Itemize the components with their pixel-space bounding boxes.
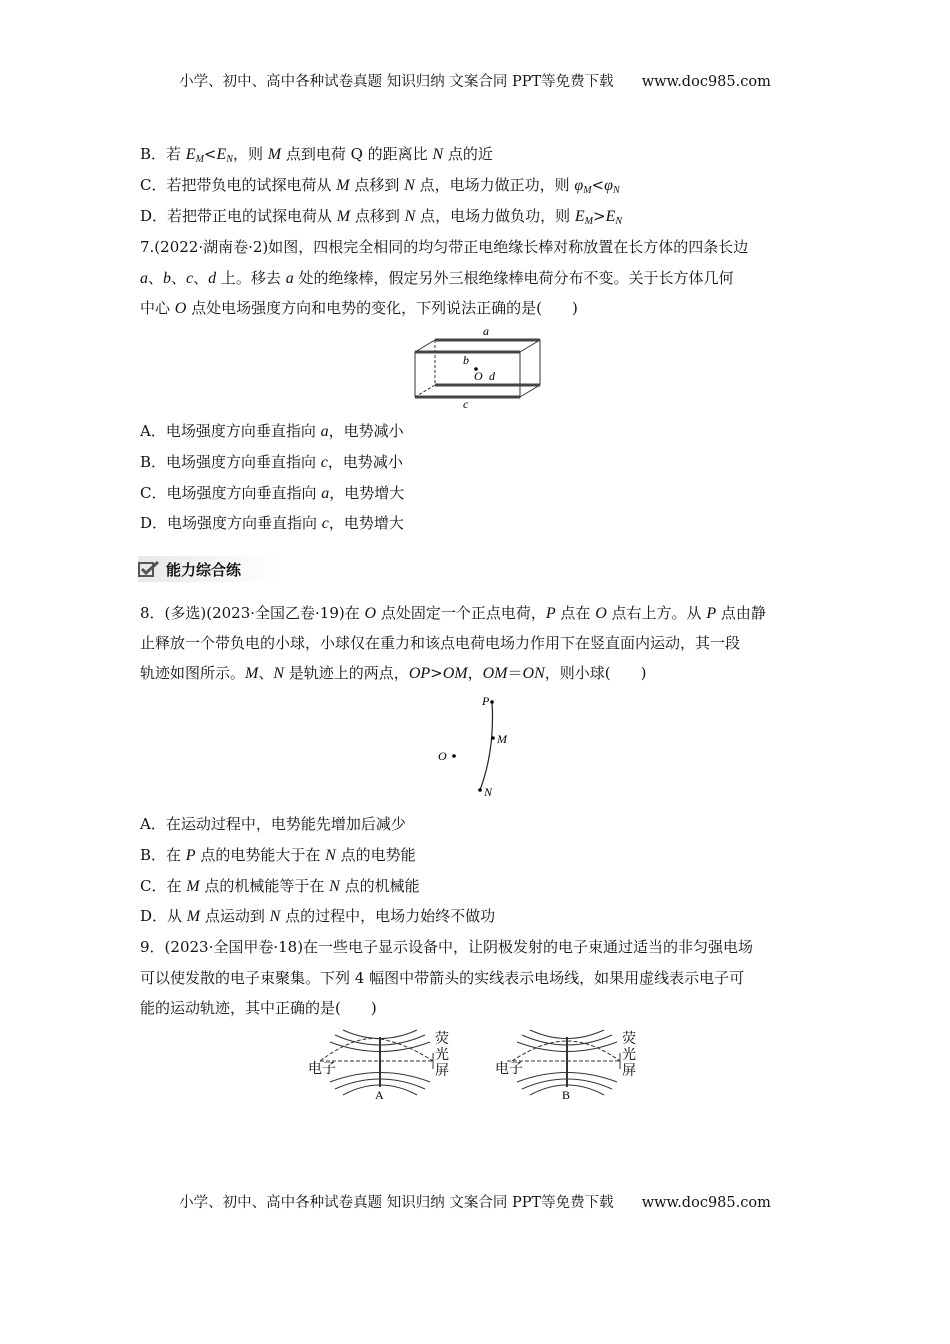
text-segment: 、 <box>171 269 187 287</box>
text-segment: 中心 <box>140 299 175 317</box>
math-symbol: M <box>186 908 201 925</box>
text-line <box>140 632 740 653</box>
caption-a: A <box>375 1088 384 1102</box>
math-symbol: P <box>545 605 556 622</box>
text-segment: 点的机械能等于在 <box>199 877 330 895</box>
text-segment: < <box>203 145 217 163</box>
text-segment: 点运动到 <box>200 907 270 925</box>
math-symbol: OP <box>408 665 431 682</box>
math-subscript: N <box>615 216 623 227</box>
text-line <box>140 297 578 318</box>
page-footer <box>0 1191 950 1212</box>
text-segment: C．电场强度方向垂直指向 <box>140 484 322 502</box>
text-segment: B．若 <box>140 145 186 163</box>
text-segment: ， <box>467 664 483 682</box>
math-symbol: M <box>267 146 282 163</box>
text-segment: 是轨迹上的两点， <box>284 664 409 682</box>
field-figure-b <box>492 1025 642 1103</box>
text-segment: 7.(2022·湖南卷·2)如图，四根完全相同的均匀带正电绝缘长棒对称放置在长方体的四条长边 <box>140 238 749 256</box>
text-segment: C．若把带负电的试探电荷从 <box>140 176 337 194</box>
math-symbol: a <box>320 423 329 440</box>
screen-label: 屏 <box>622 1064 636 1079</box>
math-symbol: E <box>605 208 616 225</box>
text-segment: 9．(2023·全国甲卷·18)在一些电子显示设备中，让阴极发射的电子束通过适当的非匀强电场 <box>140 938 754 956</box>
math-symbol: a <box>140 270 148 287</box>
text-segment: 8．(多选)(2023·全国乙卷·19)在 <box>140 604 365 622</box>
math-symbol: N <box>404 177 415 194</box>
text-line <box>140 875 420 896</box>
text-segment: 点的电势能大于在 <box>195 846 326 864</box>
text-segment: 点处电场强度方向和电势的变化，下列说法正确的是( ) <box>186 299 578 317</box>
text-segment: 点的近 <box>443 145 493 163</box>
label-M: M <box>497 732 507 746</box>
math-symbol: a <box>321 485 330 502</box>
footer-url[interactable]: www.doc985.com <box>641 1195 771 1211</box>
trajectory-figure <box>430 690 530 802</box>
math-symbol: N <box>432 146 444 163</box>
screen-label: 光 <box>622 1048 636 1063</box>
text-segment: 点右上方。从 <box>606 604 707 622</box>
math-symbol: c <box>321 515 329 532</box>
cuboid-figure <box>405 322 550 412</box>
text-segment: > <box>430 664 443 682</box>
text-line <box>140 813 406 834</box>
math-symbol: N <box>273 665 285 682</box>
math-symbol: M <box>186 878 200 895</box>
text-line <box>140 420 404 441</box>
math-symbol: ON <box>522 665 545 682</box>
text-line <box>140 174 620 196</box>
electron-label: 电子 <box>308 1062 336 1077</box>
electron-label: 电子 <box>495 1062 523 1077</box>
text-line <box>140 997 377 1018</box>
text-segment: 轨迹如图所示。 <box>140 664 246 682</box>
header-url[interactable]: www.doc985.com <box>641 74 771 90</box>
math-symbol: φ <box>574 177 584 194</box>
text-segment: 点的电势能 <box>335 846 416 864</box>
caption-b: B <box>562 1088 571 1102</box>
screen-label: 荧 <box>435 1032 449 1047</box>
text-segment: 点在 <box>555 604 596 622</box>
math-symbol: M <box>336 177 350 194</box>
math-symbol: P <box>185 847 196 864</box>
text-segment: 点到电荷 Q 的距离比 <box>281 145 433 163</box>
text-segment: 可以使发散的电子束聚集。下列 4 幅图中带箭头的实线表示电场线，如果用虚线表示电子可 <box>140 969 745 987</box>
screen-label: 荧 <box>622 1032 636 1047</box>
math-symbol: O <box>364 605 377 622</box>
header-text: 小学、初中、高中各种试卷真题 知识归纳 文案合同 PPT等免费下载 <box>179 74 614 90</box>
text-line <box>140 267 733 288</box>
label-c: c <box>463 397 469 411</box>
text-segment: ，则小球( ) <box>544 664 647 682</box>
math-symbol: M <box>336 208 351 225</box>
math-symbol: P <box>706 605 717 622</box>
text-segment: 、 <box>193 269 209 287</box>
label-O: O <box>438 749 447 763</box>
math-symbol: N <box>329 878 340 895</box>
text-segment: D．从 <box>140 907 187 925</box>
field-figure-a <box>305 1025 455 1103</box>
section-heading <box>138 556 278 582</box>
checkmark-icon <box>138 560 160 578</box>
math-symbol: c <box>320 454 328 471</box>
math-subscript: M <box>583 185 592 196</box>
text-segment: ，则 <box>232 145 268 163</box>
text-segment: < <box>591 176 605 194</box>
math-symbol: M <box>245 665 259 682</box>
math-symbol: O <box>174 300 187 317</box>
text-segment: > <box>593 207 606 225</box>
text-line <box>140 205 622 227</box>
text-segment: D．电场强度方向垂直指向 <box>140 514 322 532</box>
math-symbol: N <box>325 847 336 864</box>
math-symbol: OM <box>442 665 468 682</box>
label-O: O <box>474 369 483 383</box>
text-segment: 处的绝缘棒，假定另外三根绝缘棒电荷分布不变。关于长方体几何 <box>293 269 734 287</box>
label-b: b <box>463 353 469 367</box>
text-segment: 能的运动轨迹，其中正确的是( ) <box>140 999 377 1017</box>
text-segment: A．电场强度方向垂直指向 <box>140 422 321 440</box>
text-segment: ，电势减小 <box>328 422 404 440</box>
math-subscript: M <box>195 154 204 165</box>
math-subscript: N <box>612 185 620 196</box>
screen-label: 光 <box>435 1048 449 1063</box>
math-symbol: c <box>186 270 194 287</box>
text-segment: ，电势增大 <box>328 514 404 532</box>
text-segment: 止释放一个带负电的小球，小球仅在重力和该点电荷电场力作用下在竖直面内运动，其一段 <box>140 634 741 652</box>
math-symbol: E <box>216 146 227 163</box>
math-symbol: b <box>163 270 172 287</box>
math-symbol: E <box>574 208 585 225</box>
text-segment: 、 <box>258 664 274 682</box>
math-subscript: M <box>584 216 594 227</box>
text-segment: 上。移去 <box>216 269 286 287</box>
text-segment: 点处固定一个正点电荷， <box>376 604 546 622</box>
text-segment: 点移到 <box>349 176 405 194</box>
text-segment: 点，电场力做负功，则 <box>415 207 575 225</box>
text-segment: ＝ <box>507 664 523 682</box>
math-symbol: O <box>595 605 607 622</box>
text-segment: 点移到 <box>350 207 405 225</box>
label-d: d <box>489 369 495 383</box>
math-symbol: N <box>269 908 281 925</box>
section-heading-title: 能力综合练 <box>166 560 242 579</box>
math-symbol: E <box>185 146 196 163</box>
text-segment: B．在 <box>140 846 186 864</box>
text-segment: A．在运动过程中，电势能先增加后减少 <box>140 815 406 833</box>
text-segment: 点，电场力做正功，则 <box>414 176 575 194</box>
text-line <box>140 936 753 957</box>
text-segment: 点的过程中，电场力始终不做功 <box>280 907 496 925</box>
math-symbol: OM <box>482 665 508 682</box>
math-symbol: a <box>285 270 294 287</box>
text-segment: B．电场强度方向垂直指向 <box>140 453 321 471</box>
text-segment: ，电势减小 <box>327 453 403 471</box>
page-header <box>0 70 950 91</box>
text-segment: D．若把带正电的试探电荷从 <box>140 207 337 225</box>
text-line <box>140 451 403 472</box>
label-P: P <box>482 694 490 708</box>
math-symbol: N <box>404 208 416 225</box>
text-segment: 点的机械能 <box>339 877 420 895</box>
math-symbol: d <box>208 270 217 287</box>
screen-label: 屏 <box>435 1064 449 1079</box>
label-a: a <box>483 324 489 338</box>
text-line <box>140 967 744 988</box>
text-line <box>140 482 404 503</box>
text-line <box>140 905 495 926</box>
text-segment: 点由静 <box>716 604 766 622</box>
footer-text: 小学、初中、高中各种试卷真题 知识归纳 文案合同 PPT等免费下载 <box>179 1195 614 1211</box>
text-line <box>140 602 766 623</box>
label-N: N <box>484 785 493 799</box>
text-segment: ，电势增大 <box>329 484 405 502</box>
math-symbol: φ <box>604 177 613 194</box>
text-line <box>140 662 646 683</box>
text-line <box>140 143 493 165</box>
math-subscript: N <box>226 154 233 165</box>
text-line <box>140 844 416 865</box>
text-line <box>140 236 748 257</box>
text-line <box>140 512 404 533</box>
text-segment: 、 <box>148 269 164 287</box>
text-segment: C．在 <box>140 877 187 895</box>
